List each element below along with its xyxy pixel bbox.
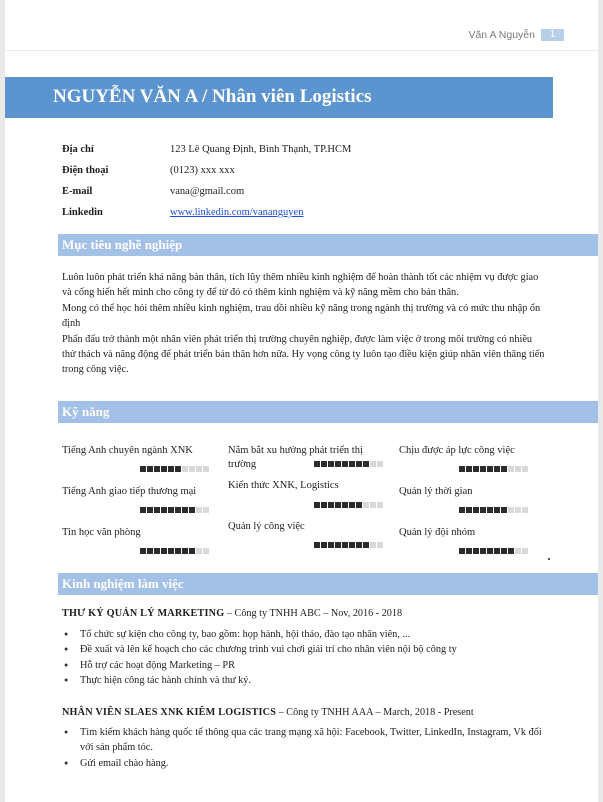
rating-square xyxy=(321,461,327,467)
rating-square xyxy=(377,502,383,508)
skill-rating xyxy=(140,507,209,513)
job-role: NHÂN VIÊN SLAES XNK KIÊM LOGISTICS xyxy=(62,707,277,718)
contact-label: E-mail xyxy=(62,186,93,197)
rating-square xyxy=(342,461,348,467)
rating-square xyxy=(480,507,486,513)
page-number: 1 xyxy=(541,29,564,41)
rating-square xyxy=(175,466,181,472)
skill-rating xyxy=(459,548,528,554)
rating-square xyxy=(175,548,181,554)
rating-square xyxy=(196,548,202,554)
skill-name: Nắm bắt xu hướng phát triển thị trường xyxy=(228,445,363,470)
skill-item xyxy=(62,485,222,499)
rating-square xyxy=(349,461,355,467)
rating-square xyxy=(196,507,202,513)
rating-square xyxy=(147,507,153,513)
skill-item xyxy=(62,526,222,540)
rating-square xyxy=(370,502,376,508)
job-duties-list xyxy=(62,627,542,689)
rating-square xyxy=(473,466,479,472)
rating-square xyxy=(314,461,320,467)
objective-paragraph: Phấn đấu trở thành một nhân viên phát triển thị trường chuyên nghiệp, được làm việc ở trong môi trường có nhiều thử thách và năng động để phát triển bản thân hơn nữa. Hy vọng công ty luôn tạo điều kiện giúp nhân viên thăng tiến trong công việc. xyxy=(62,333,545,376)
rating-square xyxy=(335,461,341,467)
rating-square xyxy=(494,466,500,472)
rating-square xyxy=(147,548,153,554)
skill-item xyxy=(228,520,388,534)
rating-square xyxy=(356,461,362,467)
rating-square xyxy=(161,548,167,554)
rating-square xyxy=(508,507,514,513)
skill-name: Tin học văn phòng xyxy=(62,527,141,538)
section-objective-header xyxy=(58,234,598,256)
rating-square xyxy=(161,466,167,472)
rating-square xyxy=(349,542,355,548)
skill-name: Quản lý công việc xyxy=(228,521,305,532)
rating-square xyxy=(321,502,327,508)
rating-square xyxy=(321,542,327,548)
rating-square xyxy=(328,502,334,508)
rating-square xyxy=(522,507,528,513)
rating-square xyxy=(466,466,472,472)
rating-square xyxy=(196,466,202,472)
skill-rating xyxy=(314,542,383,548)
skill-rating xyxy=(314,461,383,467)
section-title: Kinh nghiệm làm việc xyxy=(62,576,184,591)
section-title: Kỹ năng xyxy=(62,404,110,419)
rating-square xyxy=(189,507,195,513)
rating-square xyxy=(363,502,369,508)
rating-square xyxy=(203,507,209,513)
rating-square xyxy=(508,466,514,472)
title-banner xyxy=(5,77,553,118)
list-item: ● Tìm kiếm khách hàng quốc tế thông qua các trang mạng xã hội: Facebook, Twitter, LinkedIn, Instagram, Vk đối với sản phẩm tóc. xyxy=(62,725,542,756)
rating-square xyxy=(168,466,174,472)
skill-item xyxy=(228,444,388,472)
rating-square xyxy=(154,548,160,554)
skill-rating xyxy=(140,548,209,554)
contact-label: Điện thoại xyxy=(62,165,109,176)
rating-square xyxy=(466,548,472,554)
rating-square xyxy=(370,542,376,548)
list-item: ● Đề xuất và lên kế hoạch cho các chương trình vui chơi giải trí cho nhân viên nội bộ công ty xyxy=(62,642,542,657)
rating-square xyxy=(494,548,500,554)
rating-square xyxy=(161,507,167,513)
rating-square xyxy=(189,548,195,554)
skill-rating xyxy=(140,466,209,472)
rating-square xyxy=(140,507,146,513)
rating-square xyxy=(494,507,500,513)
header-divider xyxy=(5,50,598,51)
header-author: Văn A Nguyễn xyxy=(468,29,535,41)
rating-square xyxy=(487,507,493,513)
rating-square xyxy=(203,466,209,472)
contact-label: Linkedin xyxy=(62,207,103,218)
rating-square xyxy=(377,542,383,548)
job-detail: – Công ty TNHH AAA – March, 2018 - Present xyxy=(276,707,474,718)
rating-square xyxy=(356,502,362,508)
rating-square xyxy=(314,542,320,548)
skill-name: Kiến thức XNK, Logistics xyxy=(228,480,339,491)
skill-name: Tiếng Anh giao tiếp thương mại xyxy=(62,486,197,497)
job-detail: – Công ty TNHH ABC – Nov, 2016 - 2018 xyxy=(224,608,403,619)
rating-square xyxy=(466,507,472,513)
rating-square xyxy=(335,542,341,548)
rating-square xyxy=(377,461,383,467)
rating-square xyxy=(328,542,334,548)
rating-square xyxy=(473,507,479,513)
list-item: ● Tổ chức sự kiện cho công ty, bao gồm: họp hành, hội thảo, đào tạo nhân viên, ... xyxy=(62,627,542,642)
job-heading xyxy=(62,707,474,718)
skill-item xyxy=(399,485,549,499)
job-heading xyxy=(62,608,402,619)
objective-text xyxy=(62,270,546,378)
rating-square xyxy=(459,466,465,472)
page-margin-left xyxy=(0,0,5,802)
skill-rating xyxy=(459,466,528,472)
rating-square xyxy=(480,548,486,554)
rating-square xyxy=(314,502,320,508)
contact-address: 123 Lê Quang Định, Bình Thạnh, TP.HCM xyxy=(170,144,352,155)
linkedin-link[interactable]: www.linkedin.com/vananguyen xyxy=(170,207,304,218)
rating-square xyxy=(459,507,465,513)
resume-title: NGUYỄN VĂN A / Nhân viên Logistics xyxy=(53,86,372,107)
rating-square xyxy=(522,548,528,554)
rating-square xyxy=(168,507,174,513)
rating-square xyxy=(147,466,153,472)
list-item: ● Gửi email chào hàng. xyxy=(62,756,542,771)
rating-square xyxy=(515,507,521,513)
rating-square xyxy=(140,466,146,472)
rating-square xyxy=(335,502,341,508)
rating-square xyxy=(487,548,493,554)
rating-square xyxy=(501,548,507,554)
contact-email: vana@gmail.com xyxy=(170,186,245,197)
contact-label: Địa chỉ xyxy=(62,144,94,155)
rating-square xyxy=(522,466,528,472)
rating-square xyxy=(473,548,479,554)
section-title: Mục tiêu nghề nghiệp xyxy=(62,237,183,252)
rating-square xyxy=(328,461,334,467)
objective-paragraph: Luôn luôn phát triển khả năng bản thân, tích lũy thêm nhiều kinh nghiệm để hoàn thành tốt các nhiệm vụ được giao và cống hiến hết mình cho công ty để từ đó có thêm kinh nghiệm và kỹ năng mềm cho bản thân. xyxy=(62,272,539,299)
rating-square xyxy=(363,461,369,467)
list-item: ● Hỗ trợ các hoạt động Marketing – PR xyxy=(62,658,542,673)
section-experience-header xyxy=(58,573,598,595)
rating-square xyxy=(356,542,362,548)
rating-square xyxy=(501,507,507,513)
objective-paragraph: Mong có thể học hỏi thêm nhiều kinh nghiệm, trau dồi nhiều kỹ năng trong ngành thị trường và có mức thu nhập ổn định xyxy=(62,302,541,330)
rating-square xyxy=(168,548,174,554)
rating-square xyxy=(182,507,188,513)
skill-name: Tiếng Anh chuyên ngành XNK xyxy=(62,445,193,456)
rating-square xyxy=(342,502,348,508)
rating-square xyxy=(203,548,209,554)
stray-mark xyxy=(548,558,550,560)
rating-square xyxy=(363,542,369,548)
skill-rating xyxy=(314,502,383,508)
rating-square xyxy=(459,548,465,554)
rating-square xyxy=(515,548,521,554)
rating-square xyxy=(182,466,188,472)
contact-phone: (0123) xxx xxx xyxy=(170,165,235,176)
rating-square xyxy=(175,507,181,513)
rating-square xyxy=(515,466,521,472)
rating-square xyxy=(370,461,376,467)
rating-square xyxy=(140,548,146,554)
rating-square xyxy=(182,548,188,554)
rating-square xyxy=(487,466,493,472)
skill-item xyxy=(399,444,549,458)
skill-item xyxy=(399,526,549,540)
rating-square xyxy=(349,502,355,508)
rating-square xyxy=(480,466,486,472)
rating-square xyxy=(501,466,507,472)
skill-name: Chịu được áp lực công việc xyxy=(399,445,515,456)
skill-item xyxy=(62,444,222,458)
page-margin-right xyxy=(598,0,603,802)
skill-rating xyxy=(459,507,528,513)
rating-square xyxy=(189,466,195,472)
skill-item xyxy=(228,479,388,493)
rating-square xyxy=(508,548,514,554)
rating-square xyxy=(154,507,160,513)
job-role: THƯ KÝ QUẢN LÝ MARKETING xyxy=(62,608,225,619)
rating-square xyxy=(154,466,160,472)
skill-name: Quản lý đội nhóm xyxy=(399,527,476,538)
job-duties-list xyxy=(62,725,542,771)
skill-name: Quản lý thời gian xyxy=(399,486,473,497)
section-skills-header xyxy=(58,401,598,423)
list-item: ● Thực hiện công tác hành chính và thư ký. xyxy=(62,673,542,688)
rating-square xyxy=(342,542,348,548)
